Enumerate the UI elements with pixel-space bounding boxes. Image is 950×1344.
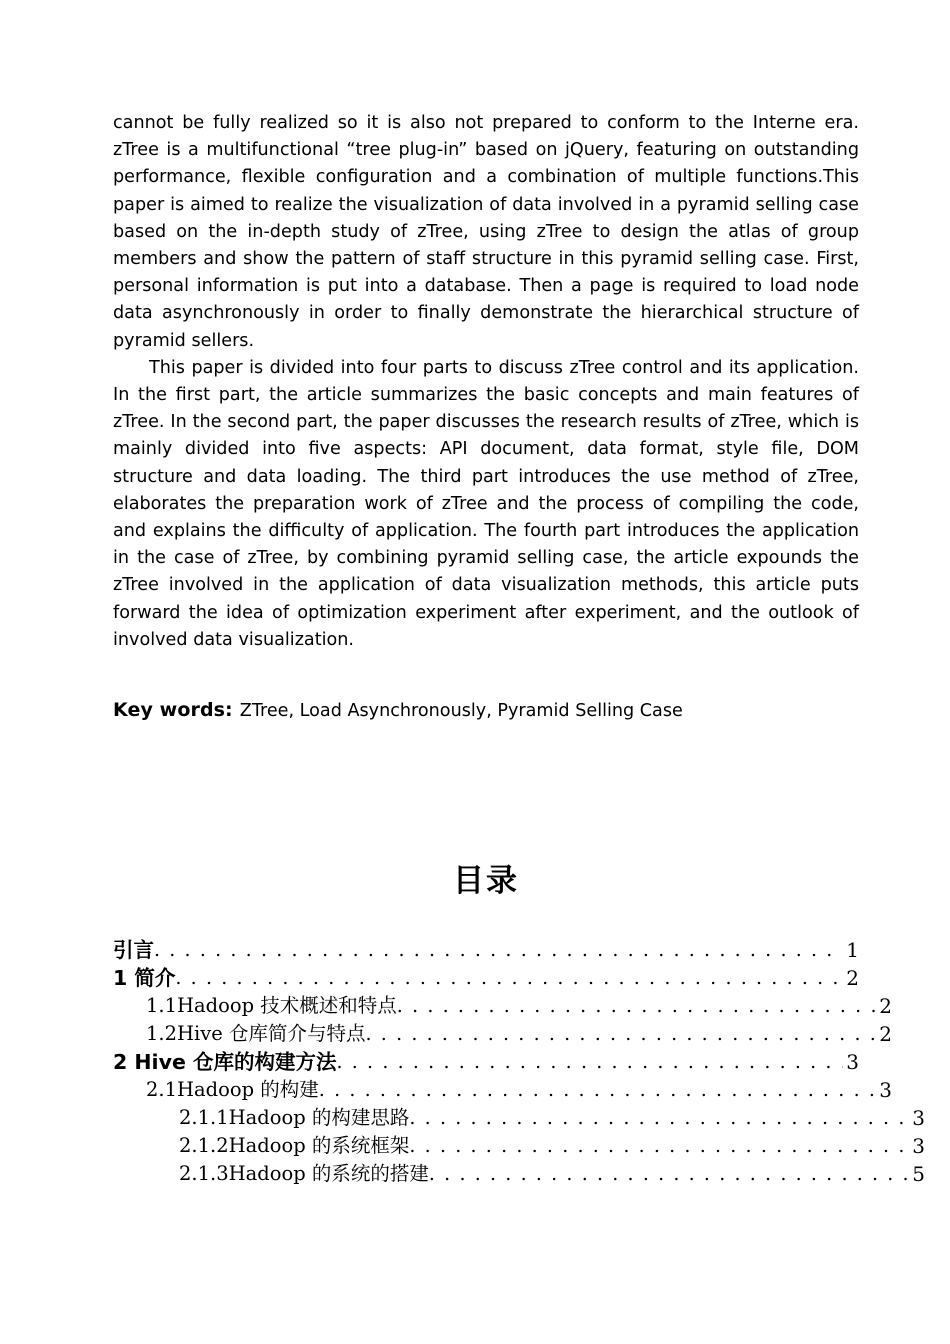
toc-entry-page: 5: [912, 1162, 925, 1187]
toc-entry-label: 2.1.2Hadoop 的系统框架: [179, 1134, 410, 1158]
toc-leader: [429, 1169, 909, 1189]
toc-entry-label: 1 简介: [113, 966, 176, 991]
toc-entry[interactable]: [113, 1076, 892, 1104]
abstract-paragraph-1: cannot be fully realized so it is also not prepared to conform to the Interne era. zTree is a multifunctional “tree plug-in” based on jQuery, featuring on outstanding performance, flexible configuration and a combination of multiple functions.This paper is aimed to realize the visualization of data involved in a pyramid selling case based on the in-depth study of zTree, using zTree to design the atlas of group members and show the pattern of staff structure in this pyramid selling case. First, personal information is put into a database. Then a page is required to load node data asynchronously in order to finally demonstrate the hierarchical structure of pyramid sellers.: [113, 113, 859, 351]
toc-entry-page: 2: [879, 994, 892, 1019]
toc-entry[interactable]: [113, 1048, 859, 1076]
keywords-value: ZTree, Load Asynchronously, Pyramid Selling Case: [239, 701, 683, 722]
toc-entry-page: 1: [846, 938, 859, 963]
toc-entry[interactable]: [113, 936, 859, 964]
toc-heading: 目录: [453, 863, 519, 900]
toc-entry-page: 3: [912, 1134, 925, 1159]
page-content: [113, 0, 925, 1188]
toc-entry-label: 2 Hive 仓库的构建方法: [113, 1050, 337, 1075]
toc-entry[interactable]: [113, 1020, 892, 1048]
toc-entry-page: 3: [912, 1106, 925, 1131]
toc-leader: [319, 1085, 876, 1105]
keywords-line: [113, 697, 859, 725]
toc-entry-label: 2.1.1Hadoop 的构建思路: [179, 1106, 410, 1130]
toc-list: [113, 936, 925, 1188]
toc-entry-page: 2: [879, 1022, 892, 1047]
toc-leader: [409, 1141, 909, 1161]
toc-leader: [366, 1029, 877, 1049]
toc-entry[interactable]: [113, 1132, 925, 1160]
toc-leader: [175, 972, 843, 993]
toc-entry-page: 3: [879, 1078, 892, 1103]
toc-entry[interactable]: [113, 1160, 925, 1188]
toc-entry-page: 2: [846, 966, 859, 991]
toc-entry-label: 1.2Hive 仓库简介与特点: [146, 1022, 366, 1046]
abstract-paragraph-2: This paper is divided into four parts to discuss zTree control and its application. In the first part, the article summarizes the basic concepts and main features of zTree. In the second part, the paper discusses the research results of zTree, which is mainly divided into five aspects: API document, data format, style file, DOM structure and data loading. The third part introduces the use method of zTree, elaborates the preparation work of zTree and the process of compiling the code, and explains the difficulty of application. The fourth part introduces the application in the case of zTree, by combining pyramid selling case, the article expounds the zTree involved in the application of data visualization methods, this article puts forward the idea of optimization experiment after experiment, and the outlook of involved data visualization.: [113, 357, 859, 650]
toc-leader: [409, 1113, 909, 1133]
toc-entry-page: 3: [846, 1050, 859, 1075]
toc-entry-label: 2.1Hadoop 的构建: [146, 1078, 319, 1102]
toc-entry[interactable]: [113, 1104, 925, 1132]
keywords-label: Key words:: [113, 699, 233, 722]
toc-entry[interactable]: [113, 992, 892, 1020]
toc-leader: [154, 944, 843, 965]
toc-leader: [337, 1056, 844, 1077]
toc-entry[interactable]: [113, 964, 859, 992]
toc-entry-label: 引言: [113, 938, 154, 963]
toc-entry-label: 1.1Hadoop 技术概述和特点: [146, 994, 397, 1018]
abstract-section: [113, 0, 859, 654]
toc-entry-label: 2.1.3Hadoop 的系统的搭建: [179, 1162, 429, 1186]
toc-leader: [397, 1001, 876, 1021]
